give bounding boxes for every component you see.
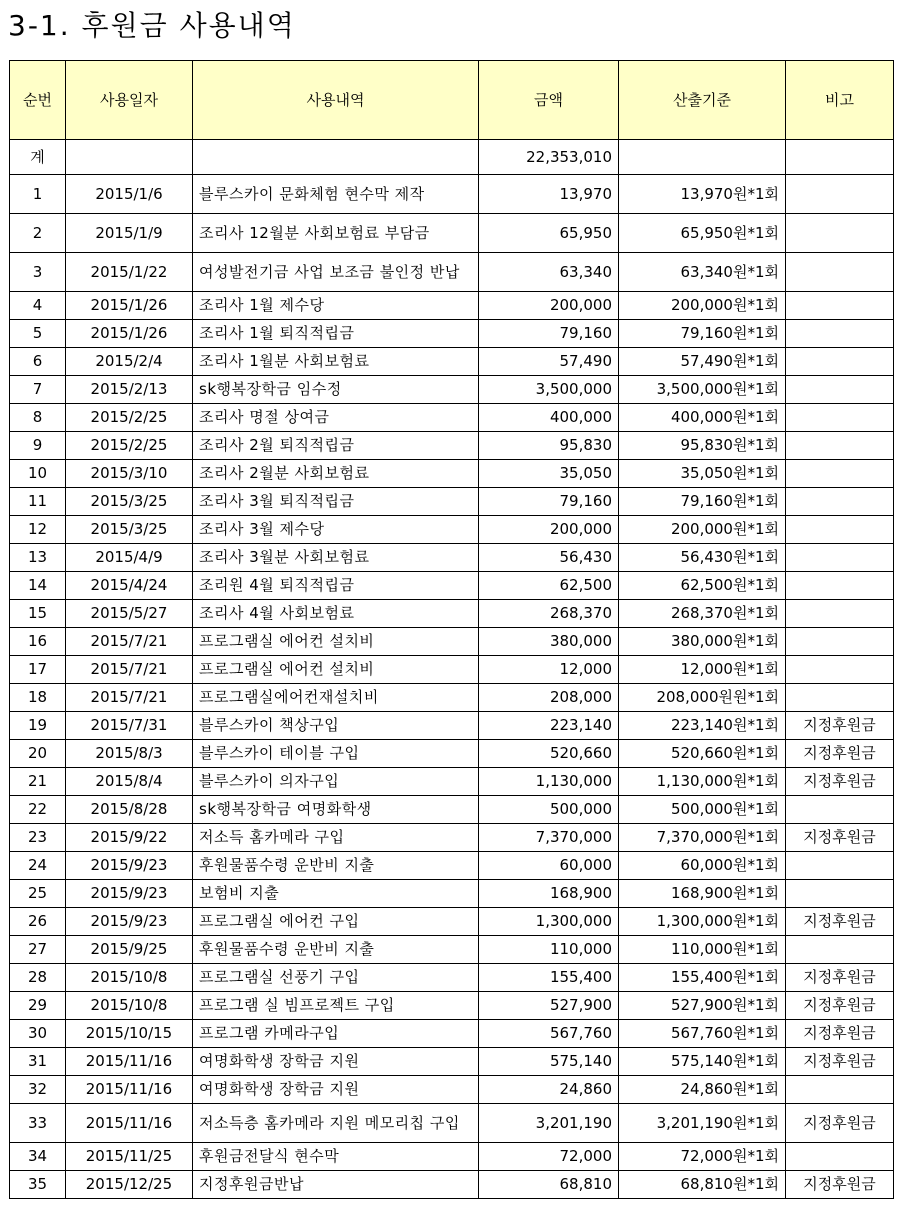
row-date: 2015/2/25 [66, 404, 193, 432]
row-description: 여명화학생 장학금 지원 [193, 1048, 479, 1076]
row-date: 2015/7/21 [66, 628, 193, 656]
row-description: 여성발전기금 사업 보조금 불인정 반납 [193, 253, 479, 292]
row-amount: 200,000 [479, 292, 619, 320]
row-date: 2015/11/25 [66, 1143, 193, 1171]
row-note [786, 214, 894, 253]
total-basis-cell [619, 140, 786, 175]
row-basis: 7,370,000원*1회 [619, 824, 786, 852]
row-basis: 567,760원*1회 [619, 1020, 786, 1048]
table-row [10, 253, 894, 292]
row-amount: 24,860 [479, 1076, 619, 1104]
row-amount: 68,810 [479, 1171, 619, 1199]
row-amount: 60,000 [479, 852, 619, 880]
row-note [786, 460, 894, 488]
table-row [10, 964, 894, 992]
row-basis: 575,140원*1회 [619, 1048, 786, 1076]
row-description: 프로그램실 에어컨 구입 [193, 908, 479, 936]
row-number: 26 [10, 908, 66, 936]
row-date: 2015/5/27 [66, 600, 193, 628]
row-basis: 79,160원*1회 [619, 488, 786, 516]
row-basis: 65,950원*1회 [619, 214, 786, 253]
row-note [786, 376, 894, 404]
row-description: 프로그램 카메라구입 [193, 1020, 479, 1048]
row-date: 2015/12/25 [66, 1171, 193, 1199]
row-note: 지정후원금 [786, 992, 894, 1020]
row-description: 프로그램실에어컨재설치비 [193, 684, 479, 712]
table-row [10, 544, 894, 572]
table-row [10, 1171, 894, 1199]
row-number: 31 [10, 1048, 66, 1076]
table-row [10, 1104, 894, 1143]
row-amount: 95,830 [479, 432, 619, 460]
row-date: 2015/1/9 [66, 214, 193, 253]
table-row [10, 320, 894, 348]
row-amount: 208,000 [479, 684, 619, 712]
row-number: 8 [10, 404, 66, 432]
row-number: 6 [10, 348, 66, 376]
row-note [786, 544, 894, 572]
table-row [10, 712, 894, 740]
row-date: 2015/3/25 [66, 516, 193, 544]
row-basis: 3,201,190원*1회 [619, 1104, 786, 1143]
row-number: 5 [10, 320, 66, 348]
table-row [10, 936, 894, 964]
row-basis: 223,140원*1회 [619, 712, 786, 740]
row-date: 2015/9/23 [66, 852, 193, 880]
row-amount: 65,950 [479, 214, 619, 253]
row-amount: 380,000 [479, 628, 619, 656]
row-note [786, 292, 894, 320]
table-row [10, 404, 894, 432]
row-description: 조리사 4월 사회보험료 [193, 600, 479, 628]
row-date: 2015/4/9 [66, 544, 193, 572]
row-basis: 56,430원*1회 [619, 544, 786, 572]
row-number: 16 [10, 628, 66, 656]
header-description: 사용내역 [193, 61, 479, 140]
row-basis: 400,000원*1회 [619, 404, 786, 432]
row-amount: 400,000 [479, 404, 619, 432]
row-description: sk행복장학금 임수정 [193, 376, 479, 404]
row-description: 조리사 명절 상여금 [193, 404, 479, 432]
row-note [786, 852, 894, 880]
row-date: 2015/1/26 [66, 320, 193, 348]
row-note: 지정후원금 [786, 1048, 894, 1076]
row-description: 조리사 2월분 사회보험료 [193, 460, 479, 488]
row-amount: 56,430 [479, 544, 619, 572]
row-date: 2015/7/21 [66, 656, 193, 684]
row-date: 2015/1/22 [66, 253, 193, 292]
row-number: 34 [10, 1143, 66, 1171]
table-row [10, 740, 894, 768]
row-note [786, 488, 894, 516]
row-date: 2015/2/4 [66, 348, 193, 376]
row-description: 프로그램실 에어컨 설치비 [193, 628, 479, 656]
row-note [786, 572, 894, 600]
row-basis: 380,000원*1회 [619, 628, 786, 656]
row-number: 30 [10, 1020, 66, 1048]
row-number: 9 [10, 432, 66, 460]
table-row [10, 600, 894, 628]
row-note [786, 656, 894, 684]
row-basis: 57,490원*1회 [619, 348, 786, 376]
row-basis: 208,000원원*1회 [619, 684, 786, 712]
row-description: 지정후원금반납 [193, 1171, 479, 1199]
row-note [786, 253, 894, 292]
row-number: 32 [10, 1076, 66, 1104]
row-basis: 527,900원*1회 [619, 992, 786, 1020]
row-amount: 13,970 [479, 175, 619, 214]
row-number: 13 [10, 544, 66, 572]
row-number: 29 [10, 992, 66, 1020]
row-basis: 3,500,000원*1회 [619, 376, 786, 404]
row-note [786, 175, 894, 214]
row-basis: 200,000원*1회 [619, 292, 786, 320]
row-basis: 12,000원*1회 [619, 656, 786, 684]
row-number: 3 [10, 253, 66, 292]
row-amount: 63,340 [479, 253, 619, 292]
row-amount: 12,000 [479, 656, 619, 684]
row-number: 2 [10, 214, 66, 253]
row-note [786, 684, 894, 712]
table-header-row [10, 61, 894, 140]
row-amount: 567,760 [479, 1020, 619, 1048]
row-description: 여명화학생 장학금 지원 [193, 1076, 479, 1104]
row-description: 저소득 홈카메라 구입 [193, 824, 479, 852]
row-description: 조리사 12월분 사회보험료 부담금 [193, 214, 479, 253]
row-amount: 79,160 [479, 488, 619, 516]
row-date: 2015/7/31 [66, 712, 193, 740]
table-row [10, 376, 894, 404]
row-note [786, 432, 894, 460]
row-number: 10 [10, 460, 66, 488]
table-row [10, 628, 894, 656]
table-row [10, 348, 894, 376]
table-row [10, 572, 894, 600]
table-row [10, 992, 894, 1020]
header-date: 사용일자 [66, 61, 193, 140]
row-amount: 520,660 [479, 740, 619, 768]
row-number: 20 [10, 740, 66, 768]
row-number: 33 [10, 1104, 66, 1143]
row-number: 7 [10, 376, 66, 404]
row-description: 후원물품수령 운반비 지출 [193, 936, 479, 964]
row-amount: 3,201,190 [479, 1104, 619, 1143]
row-description: 저소득층 홈카메라 지원 메모리칩 구입 [193, 1104, 479, 1143]
row-note [786, 320, 894, 348]
row-date: 2015/8/28 [66, 796, 193, 824]
row-note [786, 880, 894, 908]
row-description: 조리사 1월분 사회보험료 [193, 348, 479, 376]
row-number: 22 [10, 796, 66, 824]
row-amount: 223,140 [479, 712, 619, 740]
row-amount: 57,490 [479, 348, 619, 376]
row-amount: 500,000 [479, 796, 619, 824]
row-date: 2015/9/25 [66, 936, 193, 964]
row-basis: 63,340원*1회 [619, 253, 786, 292]
row-note [786, 600, 894, 628]
row-amount: 527,900 [479, 992, 619, 1020]
row-date: 2015/8/3 [66, 740, 193, 768]
row-date: 2015/8/4 [66, 768, 193, 796]
row-description: 조리사 2월 퇴직적립금 [193, 432, 479, 460]
row-note: 지정후원금 [786, 1020, 894, 1048]
row-note [786, 796, 894, 824]
row-number: 24 [10, 852, 66, 880]
table-row [10, 1076, 894, 1104]
total-label: 계 [10, 140, 66, 175]
row-description: 후원물품수령 운반비 지출 [193, 852, 479, 880]
row-amount: 35,050 [479, 460, 619, 488]
row-note [786, 516, 894, 544]
row-note [786, 628, 894, 656]
row-description: 블루스카이 문화체험 현수막 제작 [193, 175, 479, 214]
row-number: 12 [10, 516, 66, 544]
row-description: 조리원 4월 퇴직적립금 [193, 572, 479, 600]
row-basis: 520,660원*1회 [619, 740, 786, 768]
row-note: 지정후원금 [786, 1171, 894, 1199]
row-note [786, 404, 894, 432]
header-note: 비고 [786, 61, 894, 140]
row-basis: 72,000원*1회 [619, 1143, 786, 1171]
row-description: 조리사 3월 제수당 [193, 516, 479, 544]
row-basis: 1,130,000원*1회 [619, 768, 786, 796]
table-row [10, 824, 894, 852]
donation-usage-table [9, 60, 894, 1199]
row-date: 2015/10/15 [66, 1020, 193, 1048]
row-basis: 155,400원*1회 [619, 964, 786, 992]
row-note: 지정후원금 [786, 964, 894, 992]
row-amount: 3,500,000 [479, 376, 619, 404]
row-date: 2015/9/22 [66, 824, 193, 852]
row-basis: 68,810원*1회 [619, 1171, 786, 1199]
table-row [10, 1020, 894, 1048]
total-note-cell [786, 140, 894, 175]
row-number: 17 [10, 656, 66, 684]
row-number: 19 [10, 712, 66, 740]
row-date: 2015/2/13 [66, 376, 193, 404]
table-row [10, 852, 894, 880]
table-row [10, 796, 894, 824]
table-row [10, 214, 894, 253]
row-basis: 60,000원*1회 [619, 852, 786, 880]
row-amount: 1,300,000 [479, 908, 619, 936]
row-date: 2015/7/21 [66, 684, 193, 712]
total-amount: 22,353,010 [479, 140, 619, 175]
row-note [786, 936, 894, 964]
row-amount: 110,000 [479, 936, 619, 964]
table-row [10, 292, 894, 320]
table-row [10, 684, 894, 712]
row-description: 블루스카이 책상구입 [193, 712, 479, 740]
row-description: 블루스카이 의자구입 [193, 768, 479, 796]
table-row [10, 656, 894, 684]
row-date: 2015/9/23 [66, 880, 193, 908]
row-description: 프로그램 실 빔프로젝트 구입 [193, 992, 479, 1020]
row-date: 2015/4/24 [66, 572, 193, 600]
row-date: 2015/2/25 [66, 432, 193, 460]
row-description: 조리사 3월 퇴직적립금 [193, 488, 479, 516]
row-note: 지정후원금 [786, 1104, 894, 1143]
row-date: 2015/11/16 [66, 1048, 193, 1076]
row-note: 지정후원금 [786, 768, 894, 796]
table-row [10, 908, 894, 936]
row-basis: 13,970원*1회 [619, 175, 786, 214]
row-date: 2015/1/6 [66, 175, 193, 214]
row-description: sk행복장학금 여명화학생 [193, 796, 479, 824]
table-row [10, 460, 894, 488]
table-row [10, 1143, 894, 1171]
row-description: 프로그램실 선풍기 구입 [193, 964, 479, 992]
row-amount: 200,000 [479, 516, 619, 544]
row-number: 23 [10, 824, 66, 852]
row-amount: 62,500 [479, 572, 619, 600]
row-note: 지정후원금 [786, 740, 894, 768]
row-amount: 155,400 [479, 964, 619, 992]
table-row [10, 432, 894, 460]
row-amount: 1,130,000 [479, 768, 619, 796]
total-row [10, 140, 894, 175]
row-number: 14 [10, 572, 66, 600]
row-note [786, 348, 894, 376]
row-note [786, 1143, 894, 1171]
row-date: 2015/1/26 [66, 292, 193, 320]
row-basis: 24,860원*1회 [619, 1076, 786, 1104]
row-basis: 79,160원*1회 [619, 320, 786, 348]
row-basis: 110,000원*1회 [619, 936, 786, 964]
header-basis: 산출기준 [619, 61, 786, 140]
header-no: 순번 [10, 61, 66, 140]
row-number: 1 [10, 175, 66, 214]
row-basis: 35,050원*1회 [619, 460, 786, 488]
row-basis: 95,830원*1회 [619, 432, 786, 460]
row-note: 지정후원금 [786, 712, 894, 740]
row-number: 28 [10, 964, 66, 992]
row-description: 조리사 1월 제수당 [193, 292, 479, 320]
total-date-cell [66, 140, 193, 175]
row-amount: 268,370 [479, 600, 619, 628]
row-number: 25 [10, 880, 66, 908]
row-description: 조리사 3월분 사회보험료 [193, 544, 479, 572]
row-amount: 72,000 [479, 1143, 619, 1171]
row-amount: 7,370,000 [479, 824, 619, 852]
row-number: 15 [10, 600, 66, 628]
table-row [10, 516, 894, 544]
header-amount: 금액 [479, 61, 619, 140]
row-number: 27 [10, 936, 66, 964]
row-number: 21 [10, 768, 66, 796]
row-number: 18 [10, 684, 66, 712]
row-basis: 500,000원*1회 [619, 796, 786, 824]
row-basis: 268,370원*1회 [619, 600, 786, 628]
page-title: 3-1. 후원금 사용내역 [8, 9, 296, 42]
row-amount: 168,900 [479, 880, 619, 908]
row-date: 2015/10/8 [66, 964, 193, 992]
table-row [10, 175, 894, 214]
total-desc-cell [193, 140, 479, 175]
row-note: 지정후원금 [786, 908, 894, 936]
row-note [786, 1076, 894, 1104]
row-date: 2015/3/10 [66, 460, 193, 488]
row-basis: 168,900원*1회 [619, 880, 786, 908]
row-date: 2015/11/16 [66, 1076, 193, 1104]
row-basis: 1,300,000원*1회 [619, 908, 786, 936]
row-description: 블루스카이 테이블 구입 [193, 740, 479, 768]
table-row [10, 768, 894, 796]
row-date: 2015/11/16 [66, 1104, 193, 1143]
row-basis: 62,500원*1회 [619, 572, 786, 600]
row-amount: 79,160 [479, 320, 619, 348]
row-date: 2015/3/25 [66, 488, 193, 516]
row-date: 2015/9/23 [66, 908, 193, 936]
row-number: 11 [10, 488, 66, 516]
row-amount: 575,140 [479, 1048, 619, 1076]
row-description: 조리사 1월 퇴직적립금 [193, 320, 479, 348]
table-row [10, 880, 894, 908]
row-description: 프로그램실 에어컨 설치비 [193, 656, 479, 684]
row-basis: 200,000원*1회 [619, 516, 786, 544]
row-date: 2015/10/8 [66, 992, 193, 1020]
row-description: 보험비 지출 [193, 880, 479, 908]
row-number: 35 [10, 1171, 66, 1199]
table-row [10, 1048, 894, 1076]
table-row [10, 488, 894, 516]
row-number: 4 [10, 292, 66, 320]
row-note: 지정후원금 [786, 824, 894, 852]
row-description: 후원금전달식 현수막 [193, 1143, 479, 1171]
